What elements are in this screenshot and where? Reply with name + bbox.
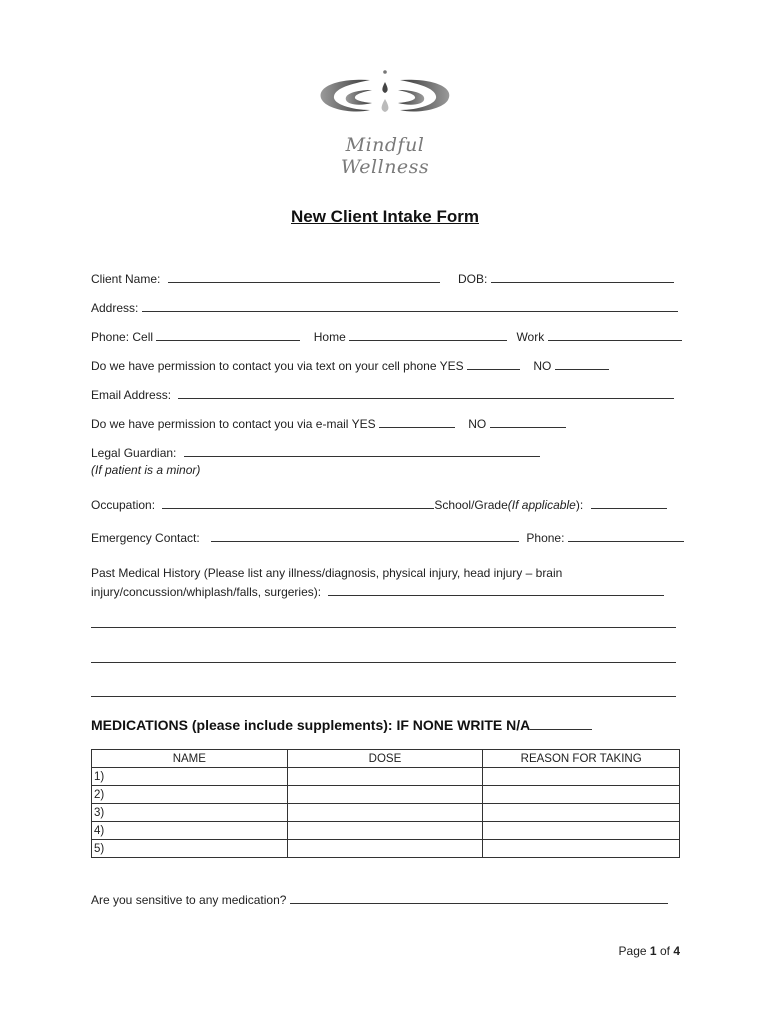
occupation-field[interactable]: [162, 498, 434, 509]
guardian-field[interactable]: [184, 446, 540, 457]
email-permission-no-label: NO: [468, 417, 487, 431]
total-pages: 4: [673, 944, 680, 958]
medication-name-cell[interactable]: 4): [92, 822, 288, 840]
medication-reason-cell[interactable]: [483, 804, 680, 822]
history-line-1: Past Medical History (Please list any illness/diagnosis, physical injury, head injury – brain: [91, 566, 563, 580]
email-row: [91, 388, 674, 402]
medications-na-field[interactable]: [530, 717, 592, 730]
medication-dose-cell[interactable]: [287, 822, 483, 840]
column-header-name: NAME: [92, 750, 288, 768]
email-permission-no-field[interactable]: [490, 417, 566, 428]
medications-header-row: [92, 750, 680, 768]
school-grade-field[interactable]: [591, 498, 667, 509]
column-header-reason: REASON FOR TAKING: [483, 750, 680, 768]
occupation-row: [91, 498, 667, 512]
text-permission-no-field[interactable]: [555, 359, 609, 370]
guardian-label: Legal Guardian:: [91, 446, 177, 460]
page-title: New Client Intake Form: [291, 207, 479, 226]
sensitivity-row: [91, 893, 668, 907]
medication-dose-cell[interactable]: [287, 840, 483, 858]
medication-name-cell[interactable]: 2): [92, 786, 288, 804]
emergency-phone-label: Phone:: [526, 531, 565, 545]
medications-heading-text: MEDICATIONS (please include supplements): IF NONE WRITE N/A: [91, 717, 531, 733]
dob-field[interactable]: [491, 272, 674, 283]
text-permission-row: [91, 359, 609, 373]
email-permission-row: [91, 417, 566, 431]
email-label: Email Address:: [91, 388, 172, 402]
history-field[interactable]: [328, 585, 664, 596]
cell-phone-field[interactable]: [156, 330, 300, 341]
table-row: [92, 822, 680, 840]
table-row: [92, 768, 680, 786]
medication-dose-cell[interactable]: [287, 804, 483, 822]
table-row: [92, 840, 680, 858]
brand-logo: [300, 66, 480, 178]
medications-table: [91, 749, 680, 858]
medication-reason-cell[interactable]: [483, 822, 680, 840]
address-field[interactable]: [142, 301, 678, 312]
page-of: of: [659, 944, 670, 958]
text-permission-yes-field[interactable]: [467, 359, 520, 370]
medication-name-cell[interactable]: 5): [92, 840, 288, 858]
medication-name-cell[interactable]: 3): [92, 804, 288, 822]
medication-dose-cell[interactable]: [287, 786, 483, 804]
text-permission-label: Do we have permission to contact you via text on your cell phone YES: [91, 359, 464, 373]
medication-reason-cell[interactable]: [483, 768, 680, 786]
phone-row: [91, 330, 682, 344]
history-row: [91, 585, 664, 599]
page-number: [619, 944, 680, 958]
history-blank-line-3[interactable]: [91, 696, 676, 697]
school-close: ):: [575, 498, 584, 512]
emergency-phone-field[interactable]: [568, 531, 684, 542]
address-label: Address:: [91, 301, 139, 315]
page-label: Page: [618, 944, 647, 958]
table-row: [92, 804, 680, 822]
dob-label: DOB:: [458, 272, 488, 286]
emergency-contact-field[interactable]: [211, 531, 519, 542]
emergency-row: [91, 531, 684, 545]
medication-name-cell[interactable]: 1): [92, 768, 288, 786]
work-phone-field[interactable]: [548, 330, 682, 341]
medications-heading: [91, 717, 592, 733]
school-label: School/Grade: [434, 498, 508, 512]
history-blank-line-1[interactable]: [91, 627, 676, 628]
text-permission-no-label: NO: [533, 359, 552, 373]
guardian-note-row: [91, 463, 200, 477]
medication-reason-cell[interactable]: [483, 786, 680, 804]
occupation-label: Occupation:: [91, 498, 156, 512]
guardian-note: (If patient is a minor): [91, 463, 201, 477]
address-row: [91, 301, 678, 315]
history-label: injury/concussion/whiplash/falls, surgeries):: [91, 585, 322, 599]
brand-name: Mindful Wellness: [340, 134, 430, 178]
work-phone-label: Work: [516, 330, 545, 344]
school-note: (If applicable: [507, 498, 576, 512]
home-phone-field[interactable]: [349, 330, 507, 341]
table-row: [92, 786, 680, 804]
phone-cell-label: Phone: Cell: [91, 330, 154, 344]
medication-dose-cell[interactable]: [287, 768, 483, 786]
medication-reason-cell[interactable]: [483, 840, 680, 858]
guardian-row: [91, 446, 540, 460]
client-name-row: [91, 272, 440, 286]
current-page: 1: [649, 944, 657, 958]
column-header-dose: DOSE: [287, 750, 483, 768]
email-field[interactable]: [178, 388, 674, 399]
logo-swirl-icon: [300, 66, 470, 136]
emergency-label: Emergency Contact:: [91, 531, 200, 545]
email-permission-label: Do we have permission to contact you via e-mail YES: [91, 417, 376, 431]
dob-row: [458, 272, 674, 286]
sensitivity-label: Are you sensitive to any medication?: [91, 893, 287, 907]
home-phone-label: Home: [313, 330, 346, 344]
email-permission-yes-field[interactable]: [379, 417, 455, 428]
sensitivity-field[interactable]: [290, 893, 668, 904]
client-name-field[interactable]: [168, 272, 440, 283]
client-name-label: Client Name:: [91, 272, 161, 286]
history-blank-line-2[interactable]: [91, 662, 676, 663]
